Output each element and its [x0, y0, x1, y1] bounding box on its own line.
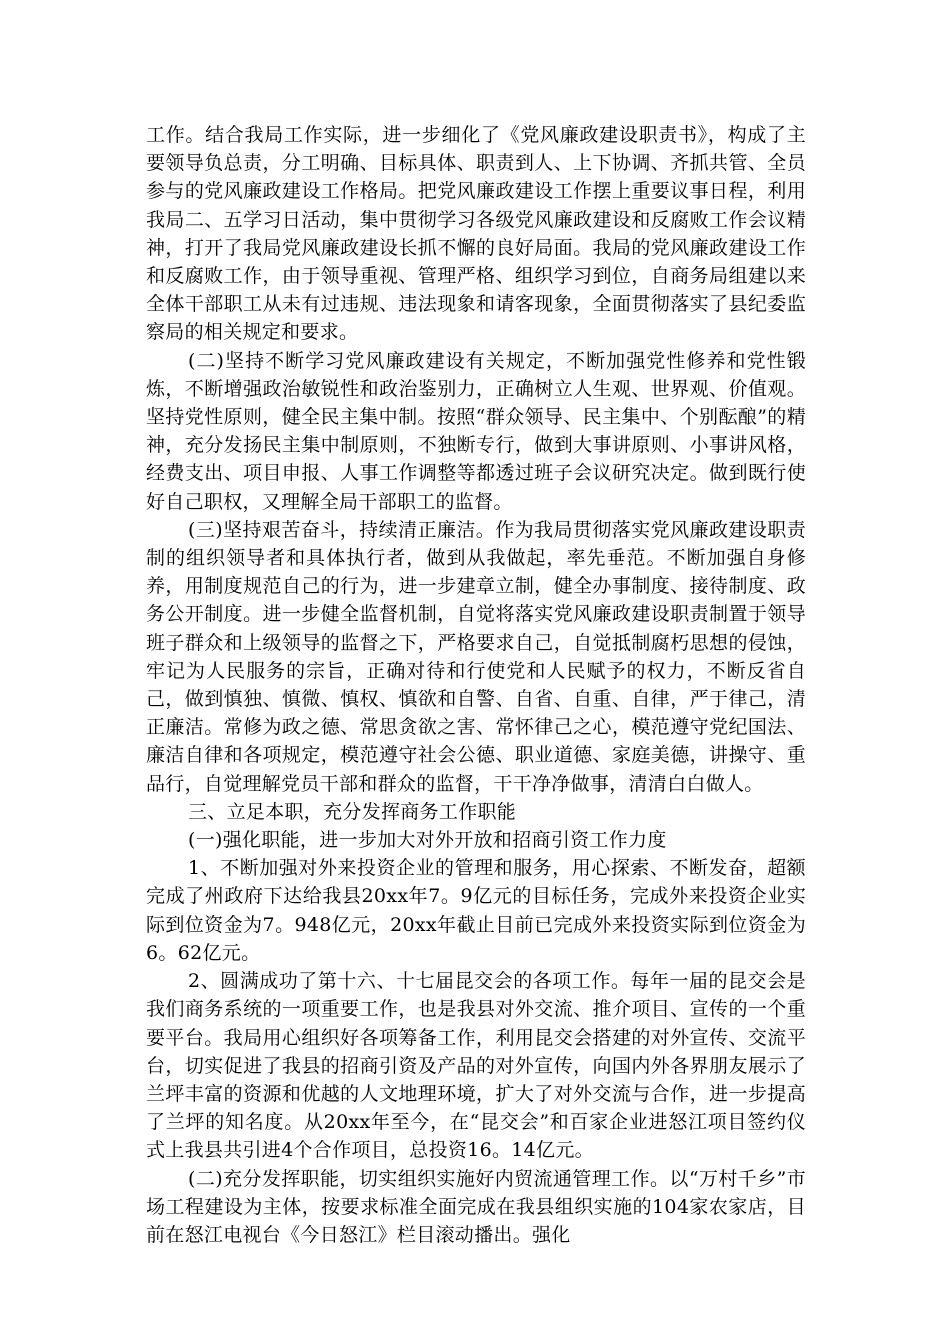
section-heading-3: 三、立足本职，充分发挥商务工作职能 — [188, 800, 517, 823]
paragraph-item-1: 1、不断加强对外来投资企业的管理和服务，用心探索、不断发奋，超额完成了州政府下达给我县20xx年7。9亿元的目标任务，完成外来投资企业实际到位资金为7。948亿元，20xx年截止目前已完成外来投资实际到位资金为6。62亿元。 — [146, 857, 806, 964]
document-page — [146, 121, 806, 1249]
paragraph-subsection-2: (二)充分发挥职能，切实组织实施好内贸流通管理工作。以“万村千乡”市场工程建设为主体，按要求标准全面完成在我县组织实施的104家农家店，目前在怒江电视台《今日怒江》栏目滚动播出。强化 — [146, 1167, 806, 1246]
subsection-heading-1: (一)强化职能，进一步加大对外开放和招商引资工作力度 — [188, 829, 667, 852]
paragraph-3: (三)坚持艰苦奋斗，持续清正廉洁。作为我局贯彻落实党风廉政建设职责制的组织领导者和具体执行者，做到从我做起，率先垂范。不断加强自身修养，用制度规范自己的行为，进一步建章立制，健全办事制度、接待制度、政务公开制度。进一步健全监督机制，自觉将落实党风廉政建设职责制置于领导班子群众和上级领导的监督之下，严格要求自己，自觉抵制腐朽思想的侵蚀，牢记为人民服务的宗旨，正确对待和行使党和人民赋予的权力，不断反省自己，做到慎独、慎微、慎权、慎欲和自警、自省、自重、自律，严于律己，清正廉洁。常修为政之德、常思贪欲之害、常怀律己之心，模范遵守党纪国法、廉洁自律和各项规定，模范遵守社会公德、职业道德、家庭美德，讲操守、重品行，自觉理解党员干部和群众的监督，干干净净做事，清清白白做人。 — [146, 518, 806, 795]
paragraph-item-2: 2、圆满成功了第十六、十七届昆交会的各项工作。每年一届的昆交会是我们商务系统的一项重要工作，也是我县对外交流、推介项目、宣传的一个重要平台。我局用心组织好各项筹备工作，利用昆交会搭建的对外宣传、交流平台，切实促进了我县的招商引资及产品的对外宣传，向国内外各界朋友展示了兰坪丰富的资源和优越的人文地理环境，扩大了对外交流与合作，进一步提高了兰坪的知名度。从20xx年至今，在“昆交会”和百家企业进怒江项目签约仪式上我县共引进4个合作项目，总投资16。14亿元。 — [146, 970, 806, 1162]
paragraph-1: 工作。结合我局工作实际，进一步细化了《党风廉政建设职责书》，构成了主要领导负总责，分工明确、目标具体、职责到人、上下协调、齐抓共管、全员参与的党风廉政建设工作格局。把党风廉政建设工作摆上重要议事日程，利用我局二、五学习日活动，集中贯彻学习各级党风廉政建设和反腐败工作会议精神，打开了我局党风廉政建设长抓不懈的良好局面。我局的党风廉政建设工作和反腐败工作，由于领导重视、管理严格、组织学习到位，自商务局组建以来全体干部职工从未有过违规、违法现象和请客现象，全面贯彻落实了县纪委监察局的相关规定和要求。 — [146, 124, 806, 344]
paragraph-2: (二)坚持不断学习党风廉政建设有关规定，不断加强党性修养和党性锻炼，不断增强政治敏锐性和政治鉴别力，正确树立人生观、世界观、价值观。坚持党性原则，健全民主集中制。按照“群众领导、民主集中、个别酝酿”的精神，充分发扬民主集中制原则，不独断专行，做到大事讲原则、小事讲风格，经费支出、项目申报、人事工作调整等都透过班子会议研究决定。做到既行使好自己职权，又理解全局干部职工的监督。 — [146, 349, 806, 513]
